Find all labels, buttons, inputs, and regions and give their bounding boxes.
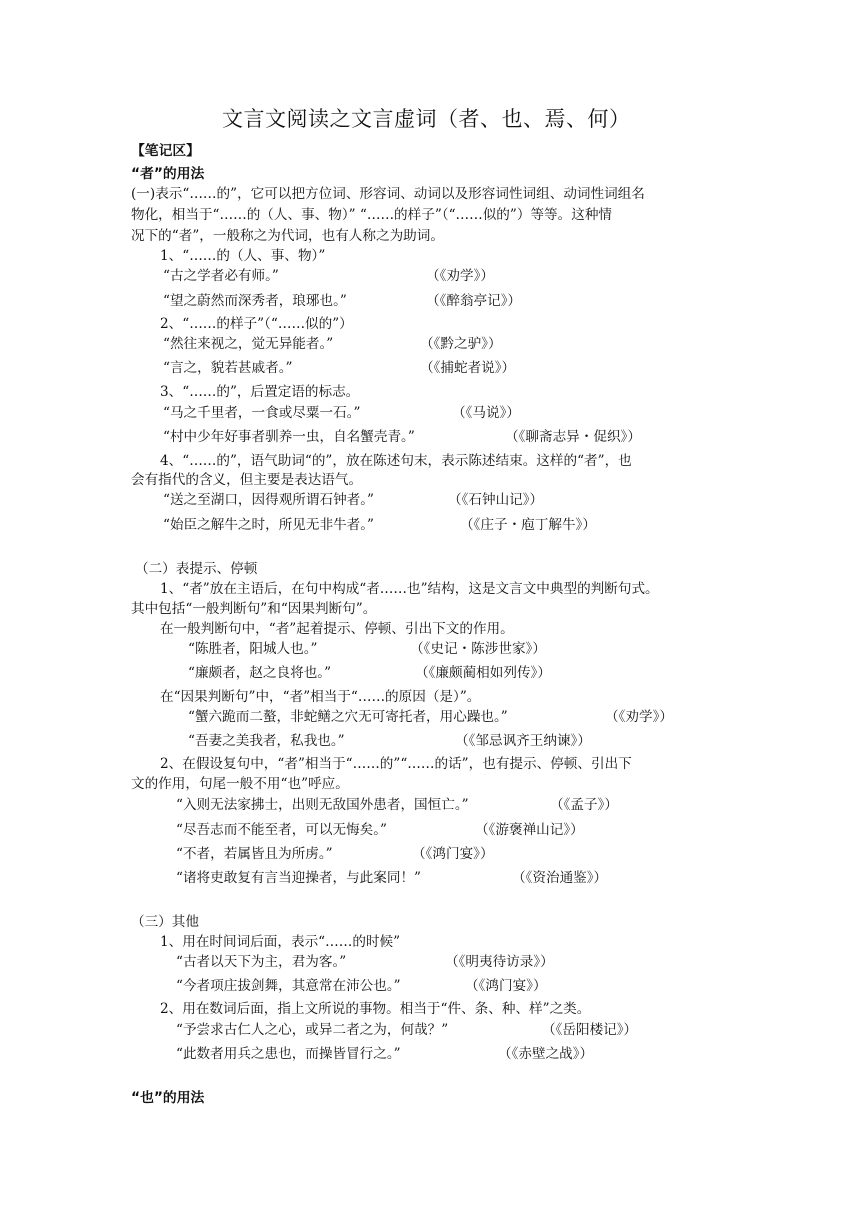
part2-source-f: （《游褒禅山记》） [475, 822, 584, 838]
part3-example-a: “古者以天下为主，君为客。” [176, 954, 347, 970]
part3-example-c: “予尝求古仁人之心，或异二者之为，何哉？” [176, 1022, 449, 1038]
part2-p1c: 在一般判断句中，“者”起着提示、停顿、引出下文的作用。 [160, 621, 514, 637]
example-1a: “古之学者必有师。” [163, 268, 279, 284]
part2-source-e: （《孟子》） [550, 797, 618, 813]
part2-example-d: “吾妻之美我者，私我也。” [188, 733, 345, 749]
part2-example-c: “蟹六跪而二螯，非蛇鳝之穴无可寄托者，用心躁也。” [188, 709, 508, 725]
subsection-3-title: 3、“……的”，后置定语的标志。 [160, 384, 360, 400]
part2-p1b: 其中包括“一般判断句”和“因果判断句”。 [131, 601, 377, 617]
source-3a: （《马说》） [452, 405, 520, 421]
subsection-4-cont: 会有指代的含义，但主要是表达语气。 [131, 472, 363, 488]
intro-line-2: 物化，相当于“……的（人、事、物）” “……的样子”（“……似的”）等等。这种情 [131, 207, 613, 223]
part3-source-d: （《赤壁之战》） [498, 1046, 594, 1062]
source-2b: （《捕蛇者说》） [420, 360, 516, 376]
part2-p1a: 1、“者”放在主语后，在句中构成“者……也”结构，这是文言文中典型的判断句式。 [160, 581, 659, 597]
part2-example-b: “廉颇者，赵之良将也。” [188, 665, 332, 681]
part3-s2: 2、用在数词后面，指上文所说的事物。相当于“件、条、种、样”之类。 [160, 1001, 591, 1017]
page-title: 文言文阅读之文言虚词（者、也、焉、何） [222, 107, 631, 131]
part2-example-h: “诸将吏敢复有言当迎操者，与此案同！” [176, 870, 421, 886]
part2-p1d: 在“因果判断句”中，“者”相当于“……的原因（是）”。 [160, 689, 481, 705]
example-3b: “村中少年好事者驯养一虫，自名蟹壳青。” [163, 429, 415, 445]
subsection-2-title: 2、“……的样子”（“……似的”） [160, 316, 353, 332]
ye-heading: “也”的用法 [131, 1090, 205, 1106]
source-4a: （《石钟山记》） [448, 492, 544, 508]
source-1b: （《醉翁亭记》） [426, 293, 522, 309]
intro-line-3: 况下的“者”，一般称之为代词，也有人称之为助词。 [131, 228, 444, 244]
part3-source-c: （《岳阳楼记》） [542, 1022, 638, 1038]
part2-example-a: “陈胜者，阳城人也。” [188, 641, 318, 657]
part2-p2b: 文的作用，句尾一般不用“也”呼应。 [131, 776, 349, 792]
part3-heading: （三）其他 [131, 914, 199, 930]
example-2a: “然往来视之，觉无异能者。” [163, 336, 334, 352]
part3-source-b: （《鸿门宴》） [465, 978, 547, 994]
part2-example-e: “入则无法家拂士，出则无敌国外患者，国恒亡。” [176, 797, 469, 813]
source-3b: （《聊斋志异・促织》） [505, 429, 641, 445]
intro-line-1: (一)表示“……的”，它可以把方位词、形容词、动词以及形容词性词组、动词性词组名 [131, 186, 645, 202]
example-1b: “望之蔚然而深秀者，琅琊也。” [163, 293, 347, 309]
source-4b: （《庄子・庖丁解牛》） [460, 517, 596, 533]
part2-source-b: （《廉颇蔺相如列传》） [415, 665, 551, 681]
part2-source-h: （《资治通鉴》） [512, 870, 608, 886]
part2-p2a: 2、在假设复句中，“者”相当于“……的”“……的话”，也有提示、停顿、引出下 [160, 756, 632, 772]
part2-example-g: “不者，若属皆且为所虏。” [176, 846, 333, 862]
subsection-1-title: 1、“……的（人、事、物）” [160, 248, 326, 264]
subsection-4-title: 4、“……的”，语气助词“的”，放在陈述句末，表示陈述结束。这样的“者”，也 [160, 453, 632, 469]
example-3a: “马之千里者，一食或尽粟一石。” [163, 405, 361, 421]
part2-source-d: （《邹忌讽齐王纳谏》） [455, 733, 591, 749]
zhe-heading: “者”的用法 [131, 166, 205, 182]
part3-source-a: （《明夷待访录》） [445, 954, 554, 970]
part3-example-d: “此数者用兵之患也，而操皆冒行之。” [176, 1046, 401, 1062]
source-2a: （《黔之驴》） [420, 336, 502, 352]
part2-source-g: （《鸿门宴》） [412, 846, 494, 862]
part2-example-f: “尽吾志而不能至者，可以无悔矣。” [176, 822, 388, 838]
part3-example-b: “今者项庄拔剑舞，其意常在沛公也。” [176, 978, 401, 994]
example-2b: “言之，貌若甚戚者。” [163, 360, 293, 376]
part2-source-a: （《史记・陈涉世家》） [410, 641, 546, 657]
example-4b: “始臣之解牛之时，所见无非牛者。” [163, 517, 375, 533]
section-label: 【笔记区】 [131, 143, 200, 159]
source-1a: （《劝学》） [426, 268, 494, 284]
part3-s1: 1、用在时间词后面，表示“……的时候” [160, 934, 401, 950]
part2-heading: （二）表提示、停顿 [135, 561, 258, 577]
part2-source-c: （《劝学》） [605, 709, 673, 725]
example-4a: “送之至湖口，因得观所谓石钟者。” [163, 492, 375, 508]
